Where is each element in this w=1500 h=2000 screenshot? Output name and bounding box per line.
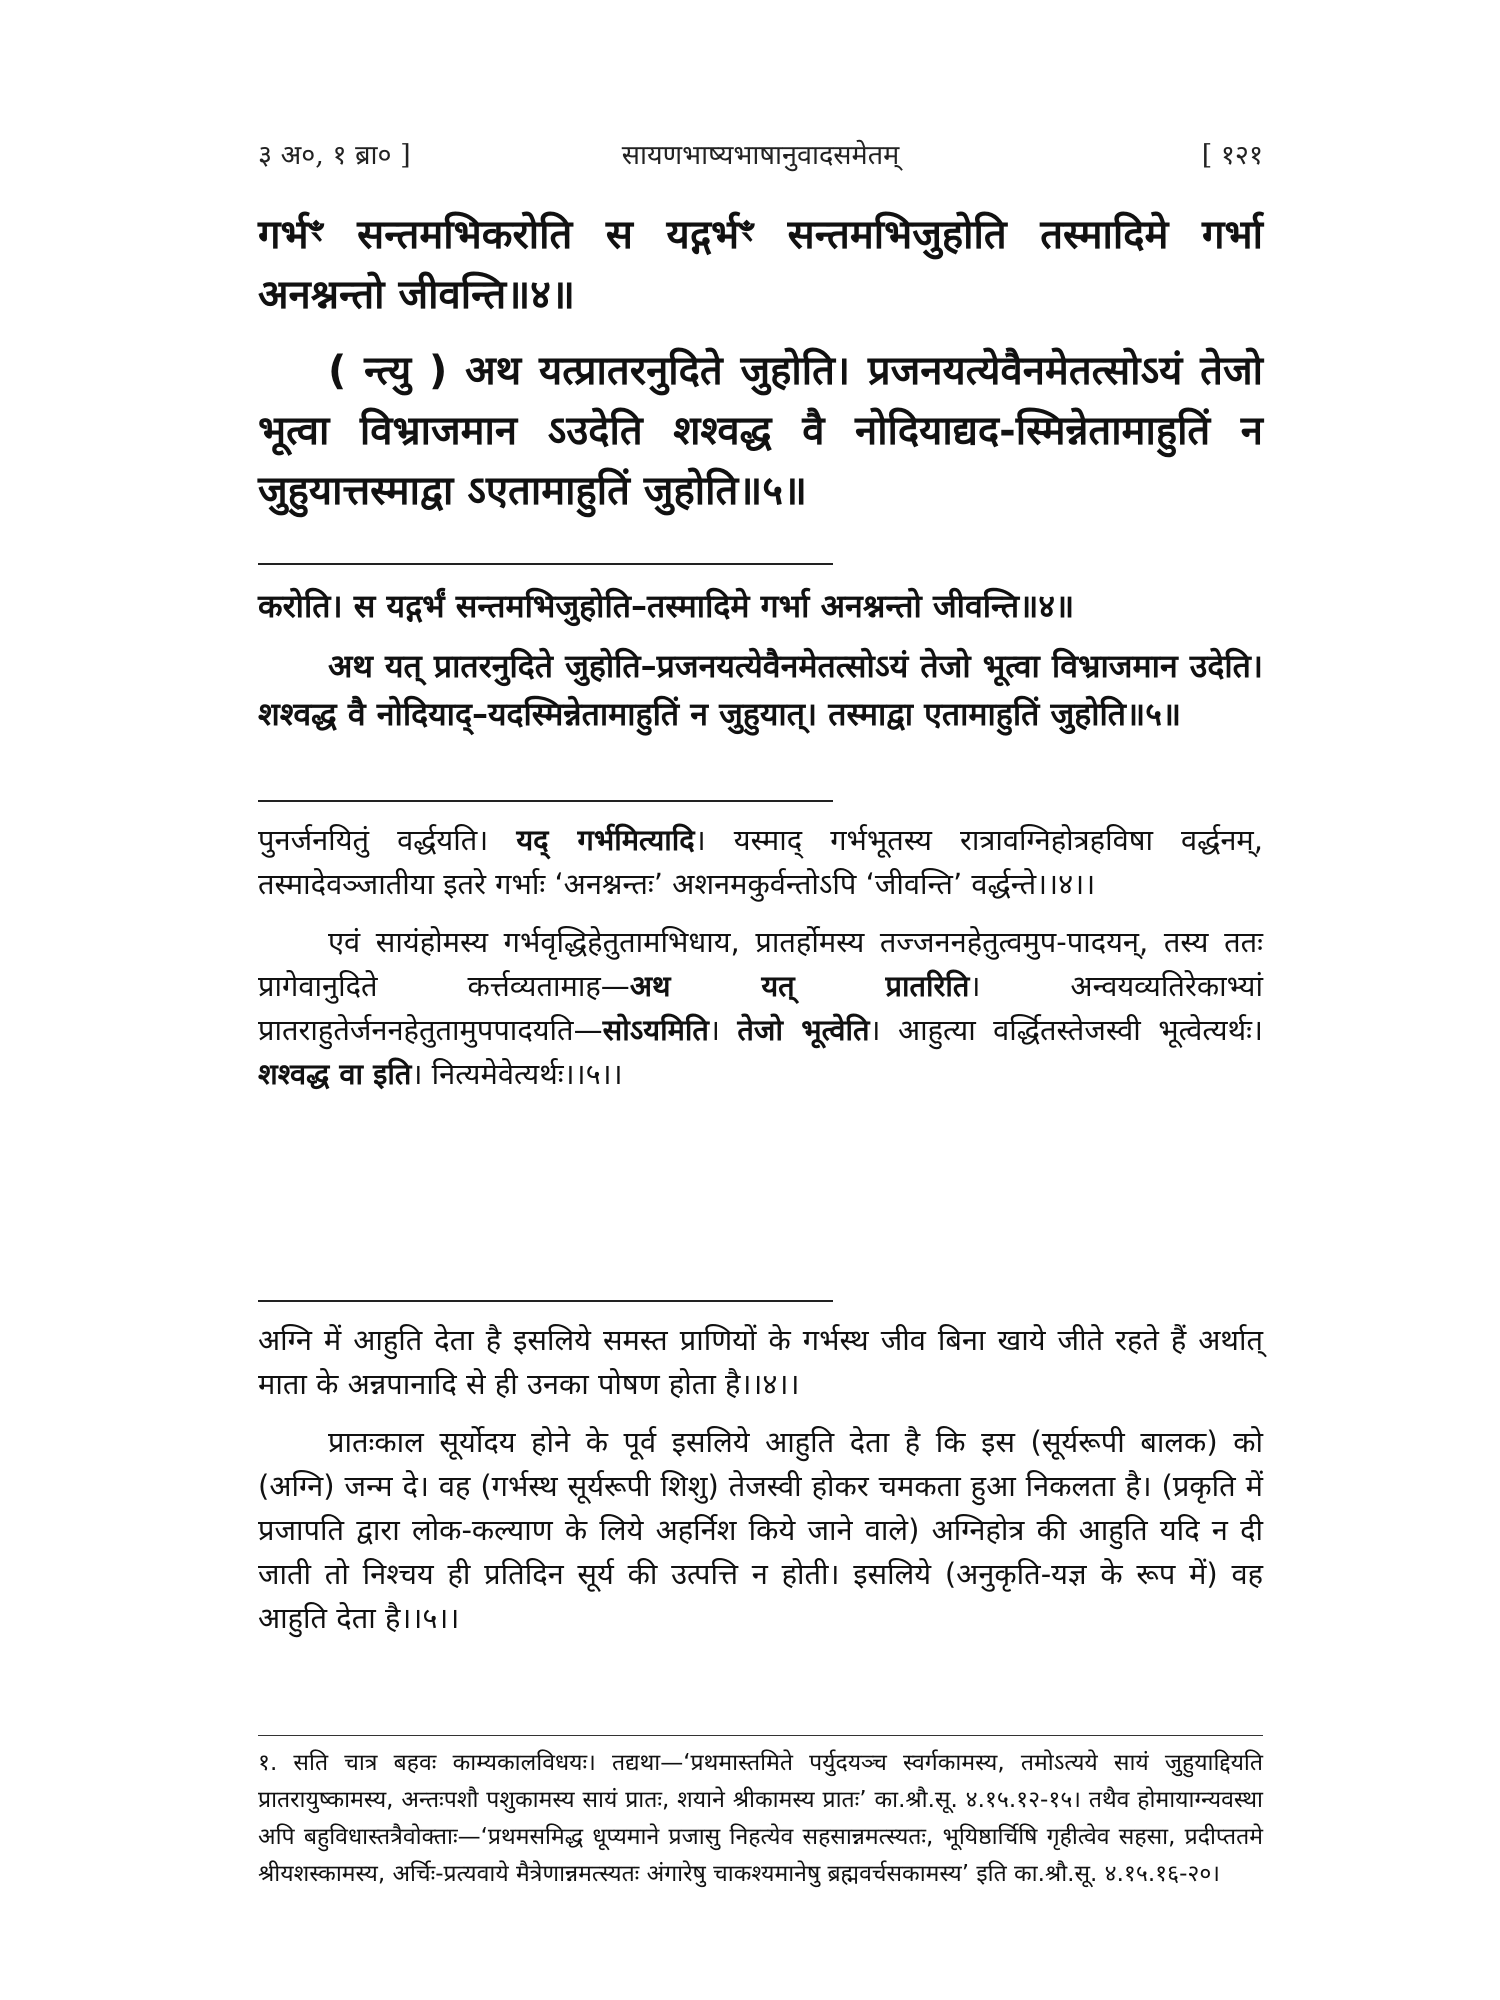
padapatha-section bbox=[258, 582, 1263, 738]
padapatha-verse-5: अथ यत् प्रातरनुदिते जुहोति–प्रजनयत्येवैनमेतत्सोऽयं तेजो भूत्वा विभ्राजमान उदेति। शश्वद्ध वै नोदियाद्–यदस्मिन्नेतामाहुतिं न जुहुयात्। तस्माद्वा एतामाहुतिं जुहोति॥५॥ bbox=[258, 647, 1263, 733]
section-divider bbox=[258, 800, 833, 802]
hindi-translation-5: प्रातःकाल सूर्योदय होने के पूर्व इसलिये आहुति देता है कि इस (सूर्यरूपी बालक) को (अग्नि) जन्म दे। वह (गर्भस्थ सूर्यरूपी शिशु) तेजस्वी होकर चमकता हुआ निकलता है। (प्रकृति में प्रजापति द्वारा लोक-कल्याण के लिये अहर्निश किये जाने वाले) अग्निहोत्र की आहुति यदि न दी जाती तो निश्चय ही प्रतिदिन सूर्य की उत्पत्ति न होती। इसलिये (अनुकृति-यज्ञ के रूप में) वह आहुति देता है।।५।। bbox=[258, 1425, 1263, 1635]
footnote-divider bbox=[258, 1735, 1263, 1736]
chapter-reference: ३ अ०, १ ब्रा० ] bbox=[258, 140, 411, 171]
bhashya-section bbox=[258, 818, 1263, 1096]
padapatha-verse-4: करोति। स यद्गर्भं सन्तमभिजुहोति–तस्मादिमे गर्भा अनश्नन्तो जीवन्ति॥४॥ bbox=[258, 587, 1075, 625]
running-title: सायणभाष्यभाषानुवादसमेतम् bbox=[621, 140, 900, 171]
page-number: [ १२१ bbox=[1201, 140, 1263, 171]
section-divider bbox=[258, 1300, 833, 1302]
mantra-verse-4: गर्भꣳ सन्तमभिकरोति स यद्गर्भꣳ सन्तमभिजुहोति तस्मादिमे गर्भा अनश्नन्तो जीवन्ति॥४॥ bbox=[258, 212, 1263, 318]
bhashya-paragraph-4: पुनर्जनयितुं वर्द्धयति। यद् गर्भमित्यादि। यस्माद् गर्भभूतस्य रात्रावग्निहोत्रहविषा वर्द्धनम्, तस्मादेवञ्जातीया इतरे गर्भाः ‘अनश्नन्तः’ अशनमकुर्वन्तोऽपि ‘जीवन्ति’ वर्द्धन्ते।।४।। bbox=[258, 823, 1263, 901]
footnote-1: १. सति चात्र बहवः काम्यकालविधयः। तद्यथा—‘प्रथमास्तमिते पर्युदयञ्च स्वर्गकामस्य, तमोऽत्यये सायं जुहुयाद्दियति प्रातरायुष्कामस्य, अन्तःपशौ पशुकामस्य सायं प्रातः, शयाने श्रीकामस्य प्रातः’ का.श्रौ.सू. ४.१५.१२-१५। तथैव होमायाग्न्यवस्था अपि बहुविधास्तत्रैवोक्ताः—‘प्रथमसमिद्ध धूप्यमाने प्रजासु निहत्येव सहसान्नमत्स्यतः, भूयिष्ठार्चिषि गृहीत्वेव सहसा, प्रदीप्ततमे श्रीयशस्कामस्य, अर्चिः-प्रत्यवाये मैत्रेणान्नमत्स्यतः अंगारेषु चाकश्यमानेषु ब्रह्मवर्चसकामस्य’ इति का.श्रौ.सू. ४.१५.१६-२०। bbox=[258, 1750, 1263, 1887]
page-header bbox=[258, 135, 1263, 179]
mantra-verse-5: ( न्त्यु ) अथ यत्प्रातरनुदिते जुहोति। प्रजनयत्येवैनमेतत्सोऽयं तेजो भूत्वा विभ्राजमान ऽउदेति शश्वद्ध वै नोदियाद्यद-स्मिन्नेतामाहुतिं न जुहुयात्तस्माद्वा ऽएतामाहुतिं जुहोति॥५॥ bbox=[258, 348, 1263, 514]
bhashya-paragraph-5: एवं सायंहोमस्य गर्भवृद्धिहेतुतामभिधाय, प्रातर्होमस्य तज्जननहेतुत्वमुप-पादयन्, तस्य ततः प्रागेवानुदिते कर्त्तव्यतामाह—अथ यत् प्रातरिति। अन्वयव्यतिरेकाभ्यां प्रातराहुतेर्जननहेतुतामुपपादयति—सोऽयमिति। तेजो भूत्वेति। आहुत्या वर्द्धितस्तेजस्वी भूत्वेत्यर्थः। शश्वद्ध वा इति। नित्यमेवेत्यर्थः।।५।। bbox=[258, 925, 1263, 1091]
section-divider bbox=[258, 563, 833, 565]
mantra-section bbox=[258, 205, 1263, 521]
hindi-translation-4: अग्नि में आहुति देता है इसलिये समस्त प्राणियों के गर्भस्थ जीव बिना खाये जीते रहते हैं अर्थात् माता के अन्नपानादि से ही उनका पोषण होता है।।४।। bbox=[258, 1323, 1263, 1401]
footnote-section bbox=[258, 1745, 1263, 1893]
hindi-translation-section bbox=[258, 1318, 1263, 1640]
